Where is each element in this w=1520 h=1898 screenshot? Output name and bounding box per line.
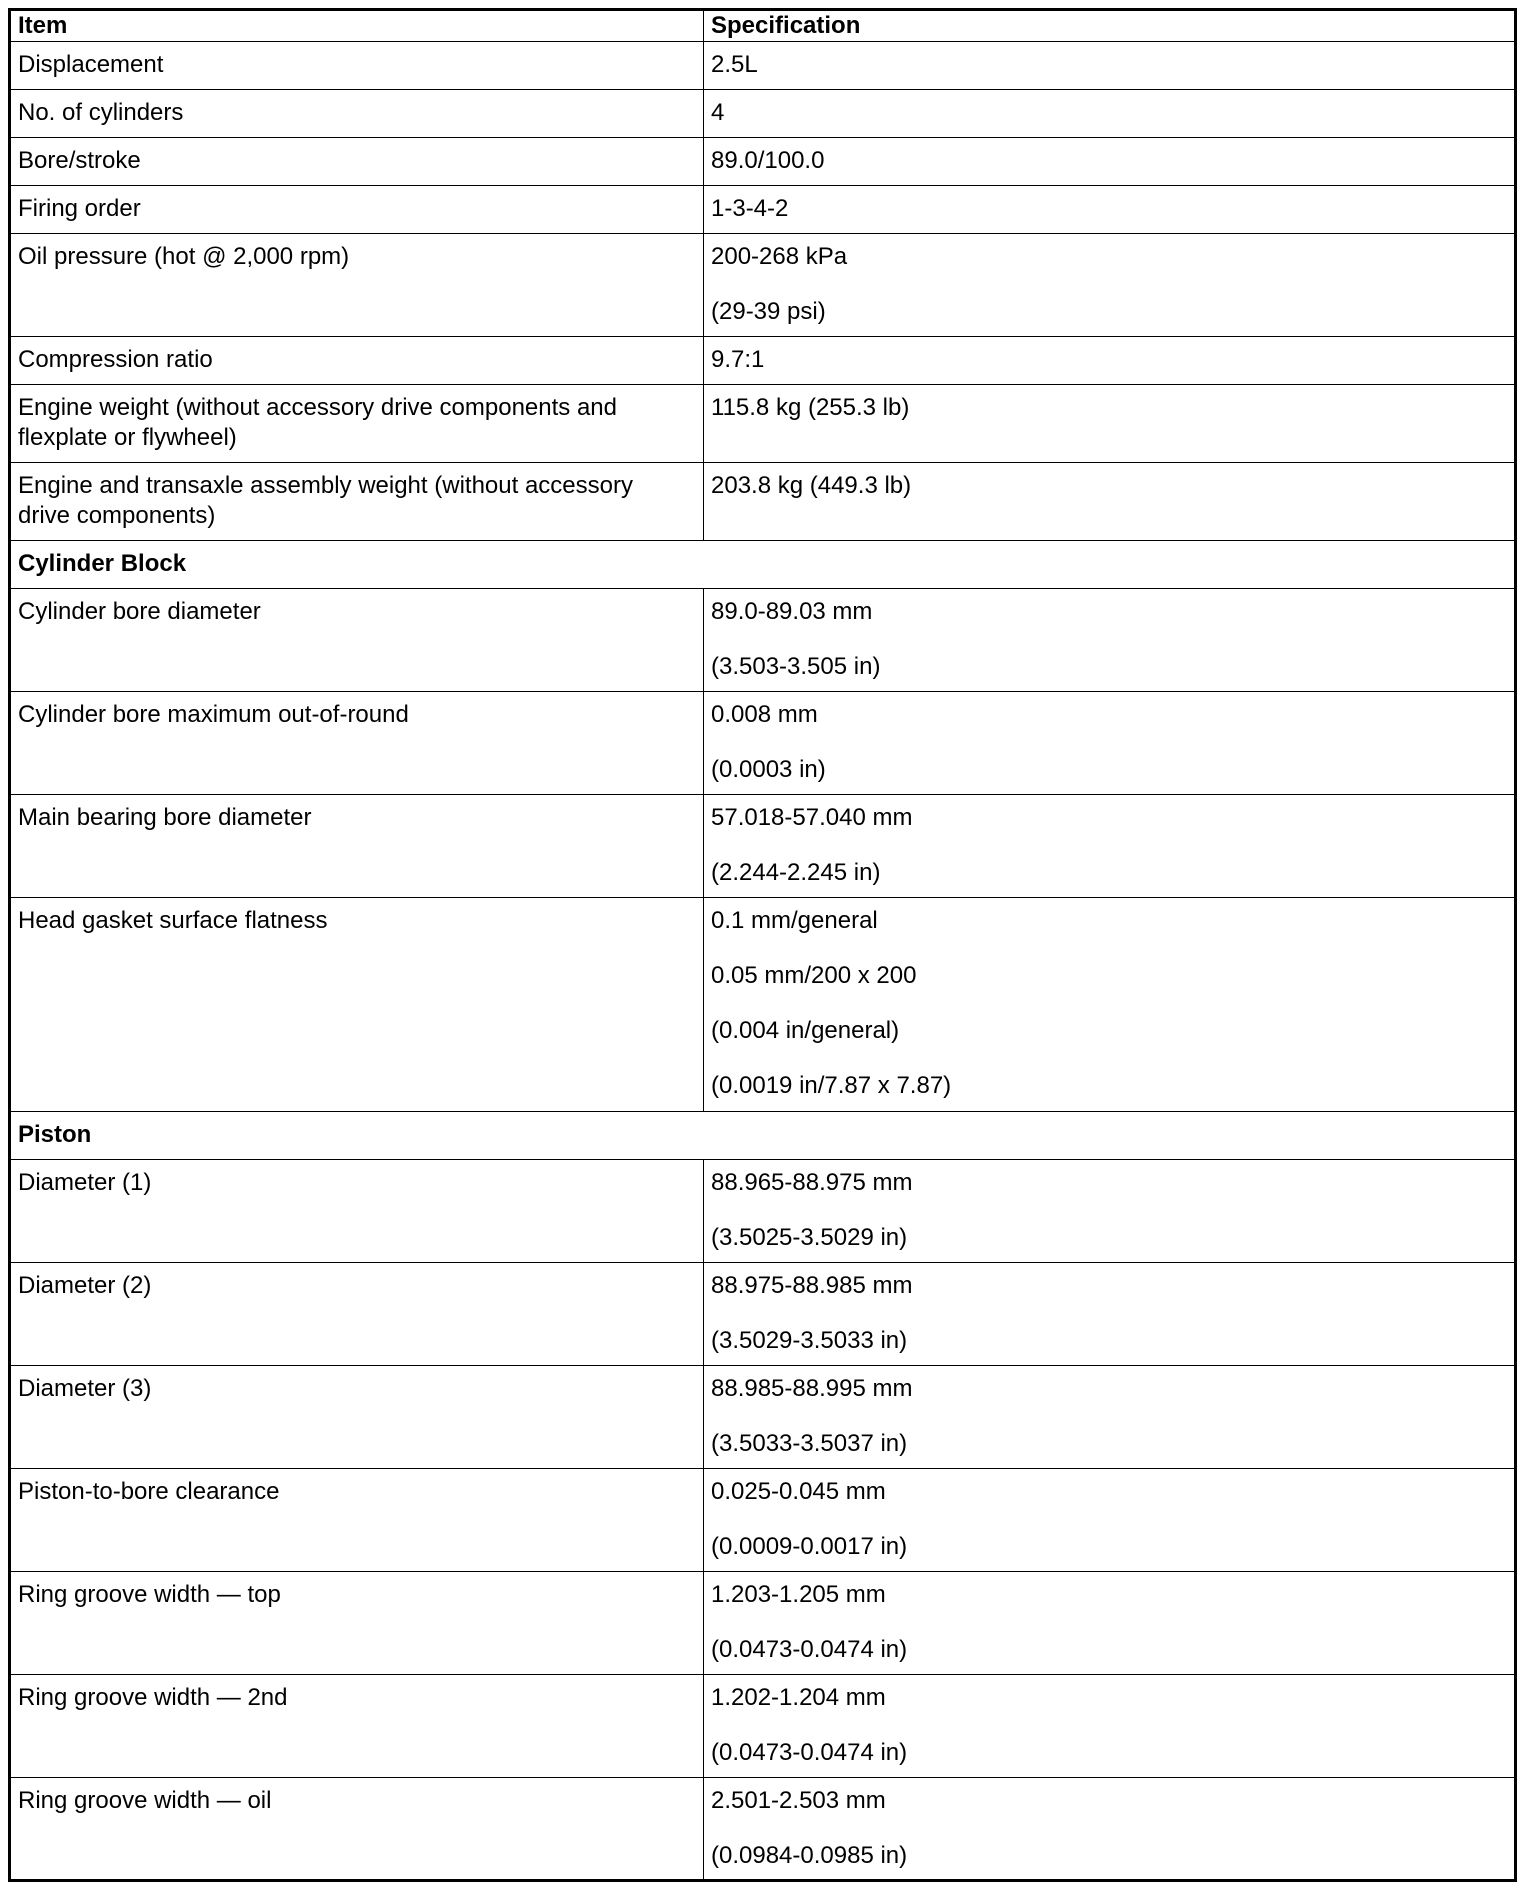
spec-cell — [704, 1675, 1516, 1778]
spec-cell — [704, 1366, 1516, 1469]
item-text: Ring groove width — oil — [18, 1787, 272, 1814]
spec-value: 89.0-89.03 mm — [711, 598, 873, 625]
spec-value: (3.5029-3.5033 in) — [711, 1327, 908, 1354]
item-cell — [10, 234, 704, 337]
item-cell — [10, 1778, 704, 1881]
spec-value: (3.5025-3.5029 in) — [711, 1224, 908, 1251]
spec-value: 88.975-88.985 mm — [711, 1272, 913, 1299]
section-title: Cylinder Block — [10, 541, 1516, 589]
table-row — [10, 1469, 1516, 1572]
item-text: drive components) — [18, 502, 216, 529]
item-text: Engine and transaxle assembly weight (without accessory — [18, 472, 633, 499]
spec-value: (2.244-2.245 in) — [711, 859, 881, 886]
spec-value: (0.0984-0.0985 in) — [711, 1842, 908, 1869]
item-cell — [10, 898, 704, 1112]
table-row — [10, 898, 1516, 1112]
header-item: Item — [10, 10, 704, 42]
item-text: Bore/stroke — [18, 147, 141, 174]
table-row — [10, 1675, 1516, 1778]
spec-value: (0.0019 in/7.87 x 7.87) — [711, 1072, 952, 1099]
table-row — [10, 186, 1516, 234]
spec-value: 88.965-88.975 mm — [711, 1169, 913, 1196]
spec-value: 1-3-4-2 — [711, 195, 789, 222]
spec-cell — [704, 42, 1516, 90]
spec-cell — [704, 1778, 1516, 1881]
spec-value: 1.203-1.205 mm — [711, 1581, 886, 1608]
spec-cell — [704, 90, 1516, 138]
item-cell — [10, 463, 704, 541]
spec-value: 0.008 mm — [711, 701, 818, 728]
item-text: Head gasket surface flatness — [18, 907, 328, 934]
item-cell — [10, 1675, 704, 1778]
spec-value: (0.0003 in) — [711, 756, 826, 783]
spec-cell — [704, 692, 1516, 795]
item-cell — [10, 138, 704, 186]
spec-value: (0.0473-0.0474 in) — [711, 1636, 908, 1663]
item-text: Cylinder bore diameter — [18, 598, 261, 625]
table-row — [10, 234, 1516, 337]
header-row — [10, 10, 1516, 42]
item-text: Compression ratio — [18, 346, 213, 373]
spec-value: 115.8 kg (255.3 lb) — [711, 394, 910, 421]
table-row — [10, 90, 1516, 138]
spec-value: (0.004 in/general) — [711, 1017, 900, 1044]
spec-value: (29-39 psi) — [711, 298, 826, 325]
spec-cell — [704, 186, 1516, 234]
item-cell — [10, 1160, 704, 1263]
spec-value: (3.503-3.505 in) — [711, 653, 881, 680]
item-text: Engine weight (without accessory drive components and — [18, 394, 617, 421]
spec-value: 88.985-88.995 mm — [711, 1375, 913, 1402]
spec-cell — [704, 1572, 1516, 1675]
spec-value: 2.501-2.503 mm — [711, 1787, 886, 1814]
table-row — [10, 1366, 1516, 1469]
section-title: Piston — [10, 1112, 1516, 1160]
spec-value: 57.018-57.040 mm — [711, 804, 913, 831]
spec-value: 0.025-0.045 mm — [711, 1478, 886, 1505]
table-row — [10, 385, 1516, 463]
table-row — [10, 1160, 1516, 1263]
table-row — [10, 589, 1516, 692]
item-text: Ring groove width — 2nd — [18, 1684, 288, 1711]
spec-value: 0.1 mm/general — [711, 907, 878, 934]
item-text: Oil pressure (hot @ 2,000 rpm) — [18, 243, 350, 270]
item-text: Diameter (1) — [18, 1169, 152, 1196]
spec-cell — [704, 795, 1516, 898]
spec-value: (0.0473-0.0474 in) — [711, 1739, 908, 1766]
item-cell — [10, 589, 704, 692]
table-row — [10, 1263, 1516, 1366]
table-row — [10, 795, 1516, 898]
table-row — [10, 42, 1516, 90]
item-text: Diameter (3) — [18, 1375, 152, 1402]
item-cell — [10, 42, 704, 90]
table-row — [10, 138, 1516, 186]
spec-value: 203.8 kg (449.3 lb) — [711, 472, 912, 499]
item-text: No. of cylinders — [18, 99, 184, 126]
spec-value: (0.0009-0.0017 in) — [711, 1533, 908, 1560]
spec-value: 89.0/100.0 — [711, 147, 825, 174]
spec-value: 200-268 kPa — [711, 243, 848, 270]
item-text: Ring groove width — top — [18, 1581, 281, 1608]
section-row — [10, 1112, 1516, 1160]
item-text: Main bearing bore diameter — [18, 804, 312, 831]
spec-value: 2.5L — [711, 51, 758, 78]
item-text: flexplate or flywheel) — [18, 424, 237, 451]
item-text: Piston-to-bore clearance — [18, 1478, 280, 1505]
spec-value: 9.7:1 — [711, 346, 765, 373]
spec-value: 4 — [711, 99, 725, 126]
spec-value: 1.202-1.204 mm — [711, 1684, 886, 1711]
item-text: Firing order — [18, 195, 141, 222]
item-cell — [10, 795, 704, 898]
spec-cell — [704, 138, 1516, 186]
item-cell — [10, 337, 704, 385]
spec-value: 0.05 mm/200 x 200 — [711, 962, 917, 989]
spec-cell — [704, 463, 1516, 541]
spec-cell — [704, 385, 1516, 463]
table-row — [10, 463, 1516, 541]
item-cell — [10, 1469, 704, 1572]
item-cell — [10, 90, 704, 138]
spec-value: (3.5033-3.5037 in) — [711, 1430, 908, 1457]
section-row — [10, 541, 1516, 589]
spec-table — [8, 8, 1517, 1882]
table-row — [10, 1572, 1516, 1675]
spec-cell — [704, 898, 1516, 1112]
item-cell — [10, 1572, 704, 1675]
table-row — [10, 692, 1516, 795]
spec-cell — [704, 589, 1516, 692]
item-cell — [10, 692, 704, 795]
item-text: Cylinder bore maximum out-of-round — [18, 701, 409, 728]
table-body — [10, 42, 1516, 1881]
table-row — [10, 1778, 1516, 1881]
table-row — [10, 337, 1516, 385]
spec-cell — [704, 1160, 1516, 1263]
spec-cell — [704, 337, 1516, 385]
item-cell — [10, 186, 704, 234]
spec-cell — [704, 234, 1516, 337]
spec-cell — [704, 1263, 1516, 1366]
item-text: Displacement — [18, 51, 164, 78]
spec-cell — [704, 1469, 1516, 1572]
item-cell — [10, 1263, 704, 1366]
item-text: Diameter (2) — [18, 1272, 152, 1299]
item-cell — [10, 385, 704, 463]
item-cell — [10, 1366, 704, 1469]
header-specification: Specification — [704, 10, 1516, 42]
